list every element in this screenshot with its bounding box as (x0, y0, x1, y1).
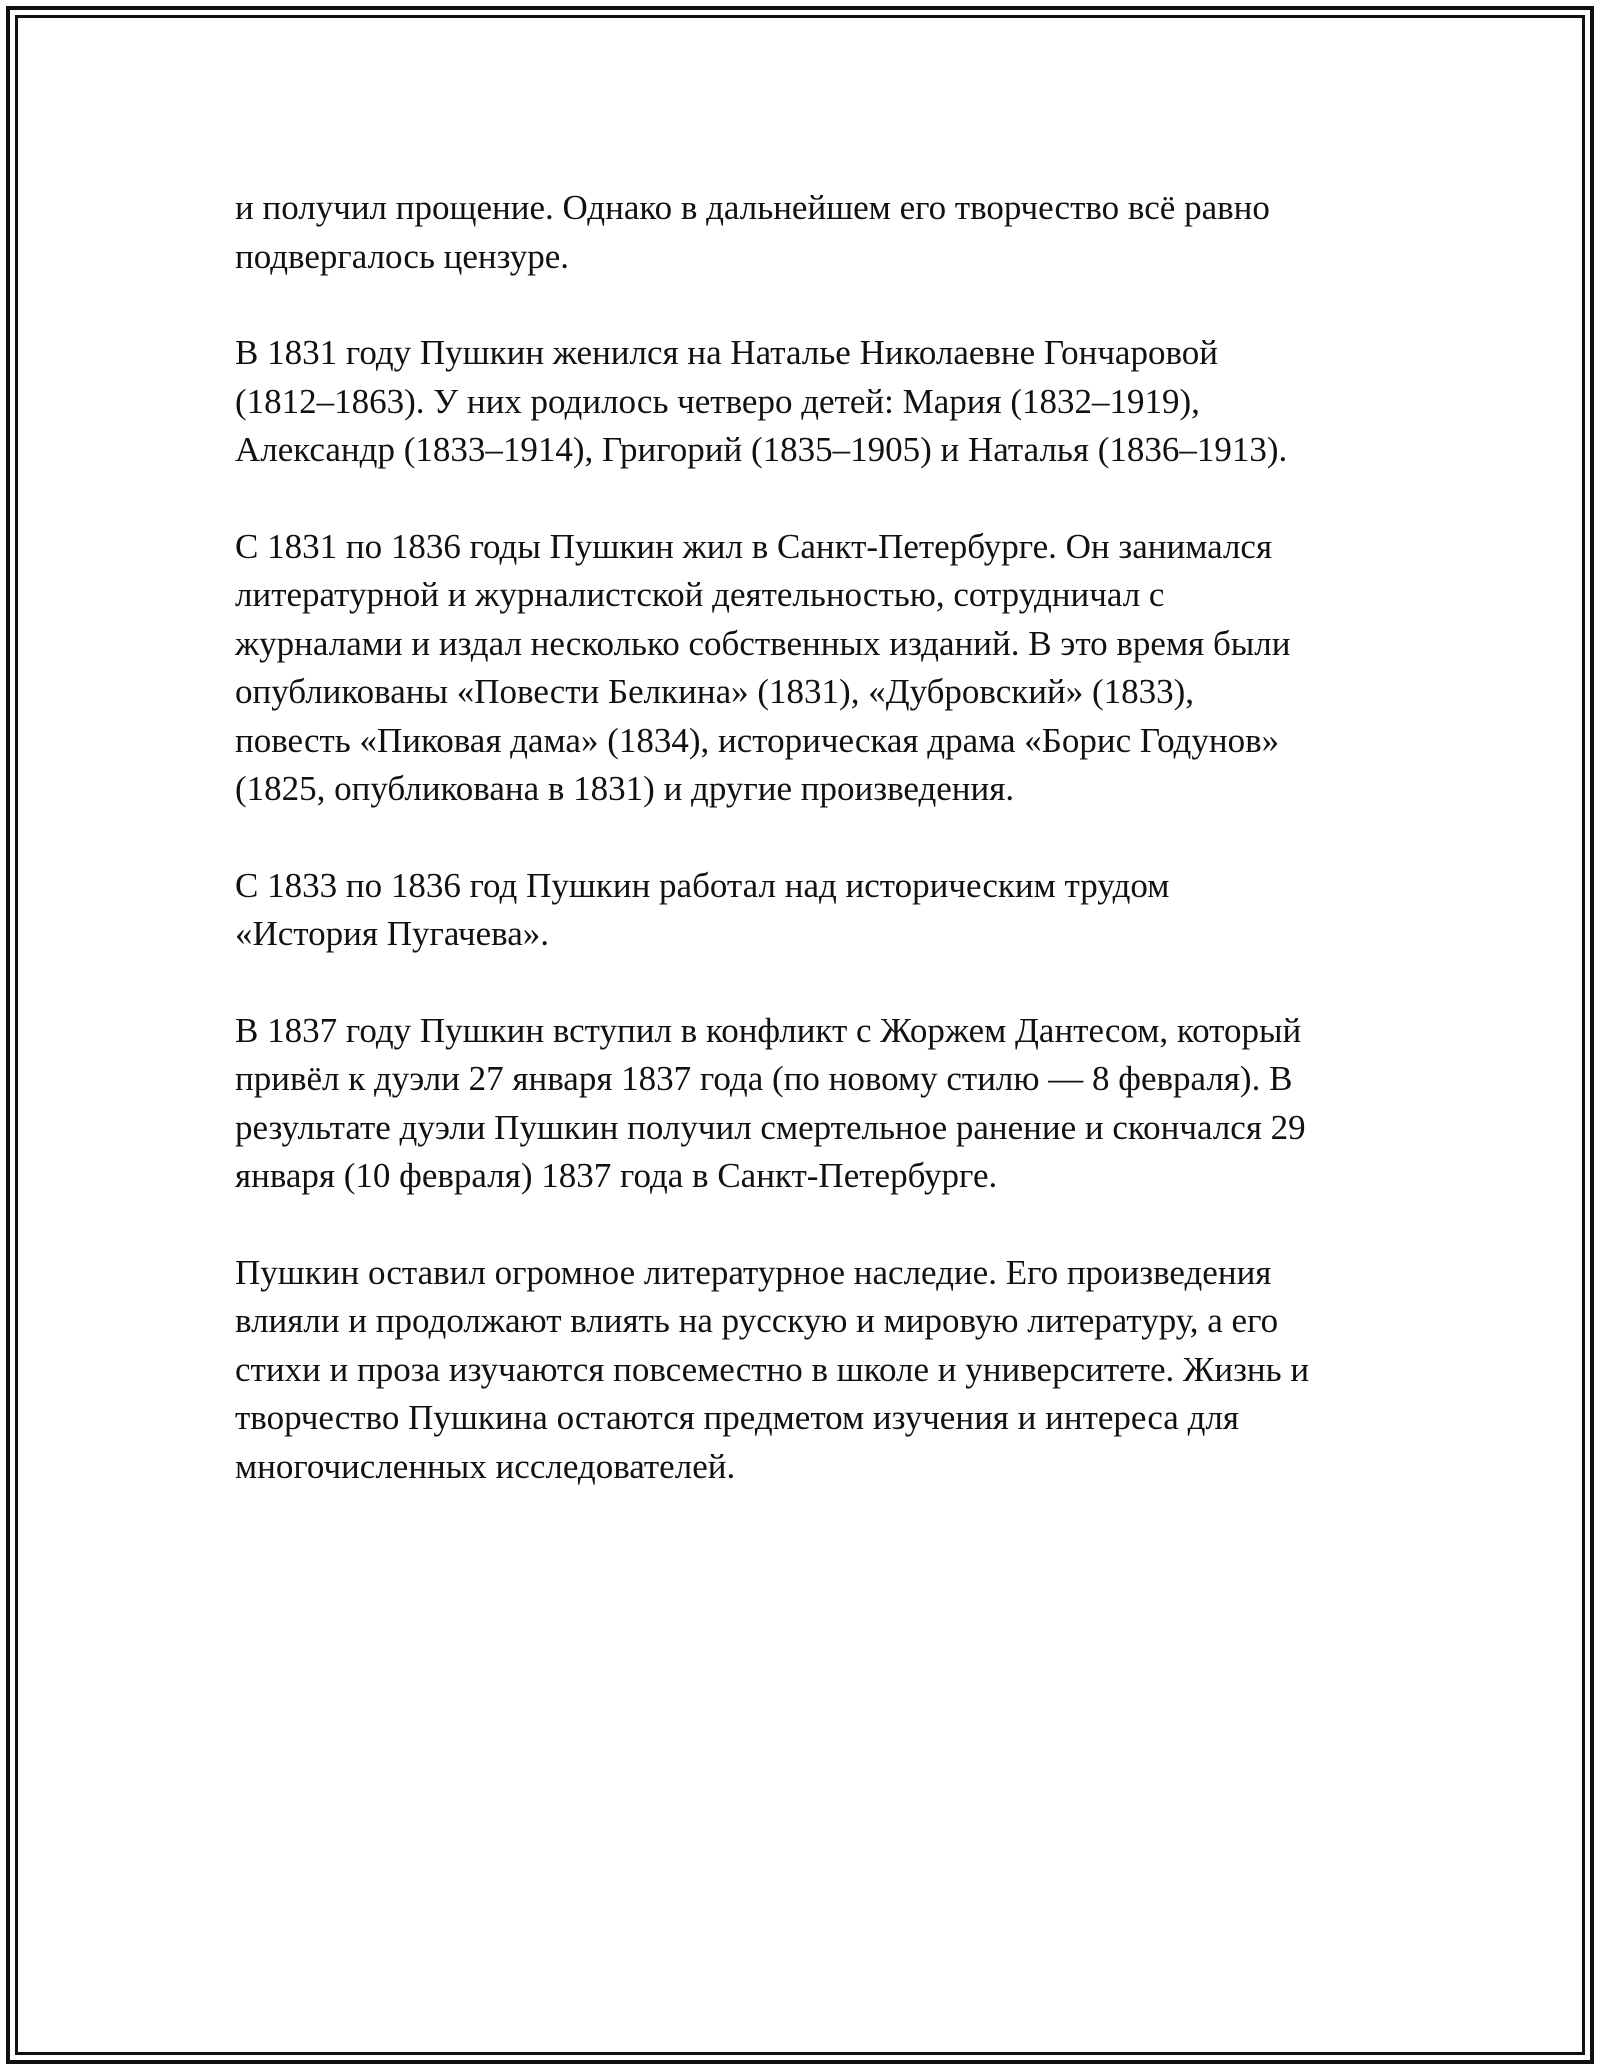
paragraph-5: В 1837 году Пушкин вступил в конфликт с Жоржем Дантесом, который привёл к дуэли 27 января 1837 года (по новому стилю — 8 февраля). В результате дуэли Пушкин получил смертельное ранение и скончался 29 января (10 февраля) 1837 года в Санкт-Петербурге. (235, 1010, 1306, 1195)
paragraph-1: и получил прощение. Однако в дальнейшем его творчество всё равно подвергалось цензуре. (235, 188, 1270, 276)
document-body (235, 184, 1385, 1539)
paragraph-3: С 1831 по 1836 годы Пушкин жил в Санкт-Петербурге. Он занимался литературной и журналистской деятельностью, сотрудничал с журналами и издал несколько собственных изданий. В это время были опубликованы «Повести Белкина» (1831), «Дубровский» (1833), повесть «Пиковая дама» (1834), историческая драма «Борис Годунов» (1825, опубликована в 1831) и другие произведения. (235, 526, 1291, 808)
paragraph-2: В 1831 году Пушкин женился на Наталье Николаевне Гончаровой (1812–1863). У них родилось четверо детей: Мария (1832–1919), Александр (1833–1914), Григорий (1835–1905) и Наталья (1836–1913). (235, 333, 1288, 469)
paragraph-4: С 1833 по 1836 год Пушкин работал над историческим трудом «История Пугачева». (235, 865, 1170, 953)
paragraph-6: Пушкин оставил огромное литературное наследие. Его произведения влияли и продолжают влиять на русскую и мировую литературу, а его стихи и проза изучаются повсеместно в школе и университете. Жизнь и творчество Пушкина остаются предметом изучения и интереса для многочисленных исследователей. (235, 1252, 1310, 1486)
